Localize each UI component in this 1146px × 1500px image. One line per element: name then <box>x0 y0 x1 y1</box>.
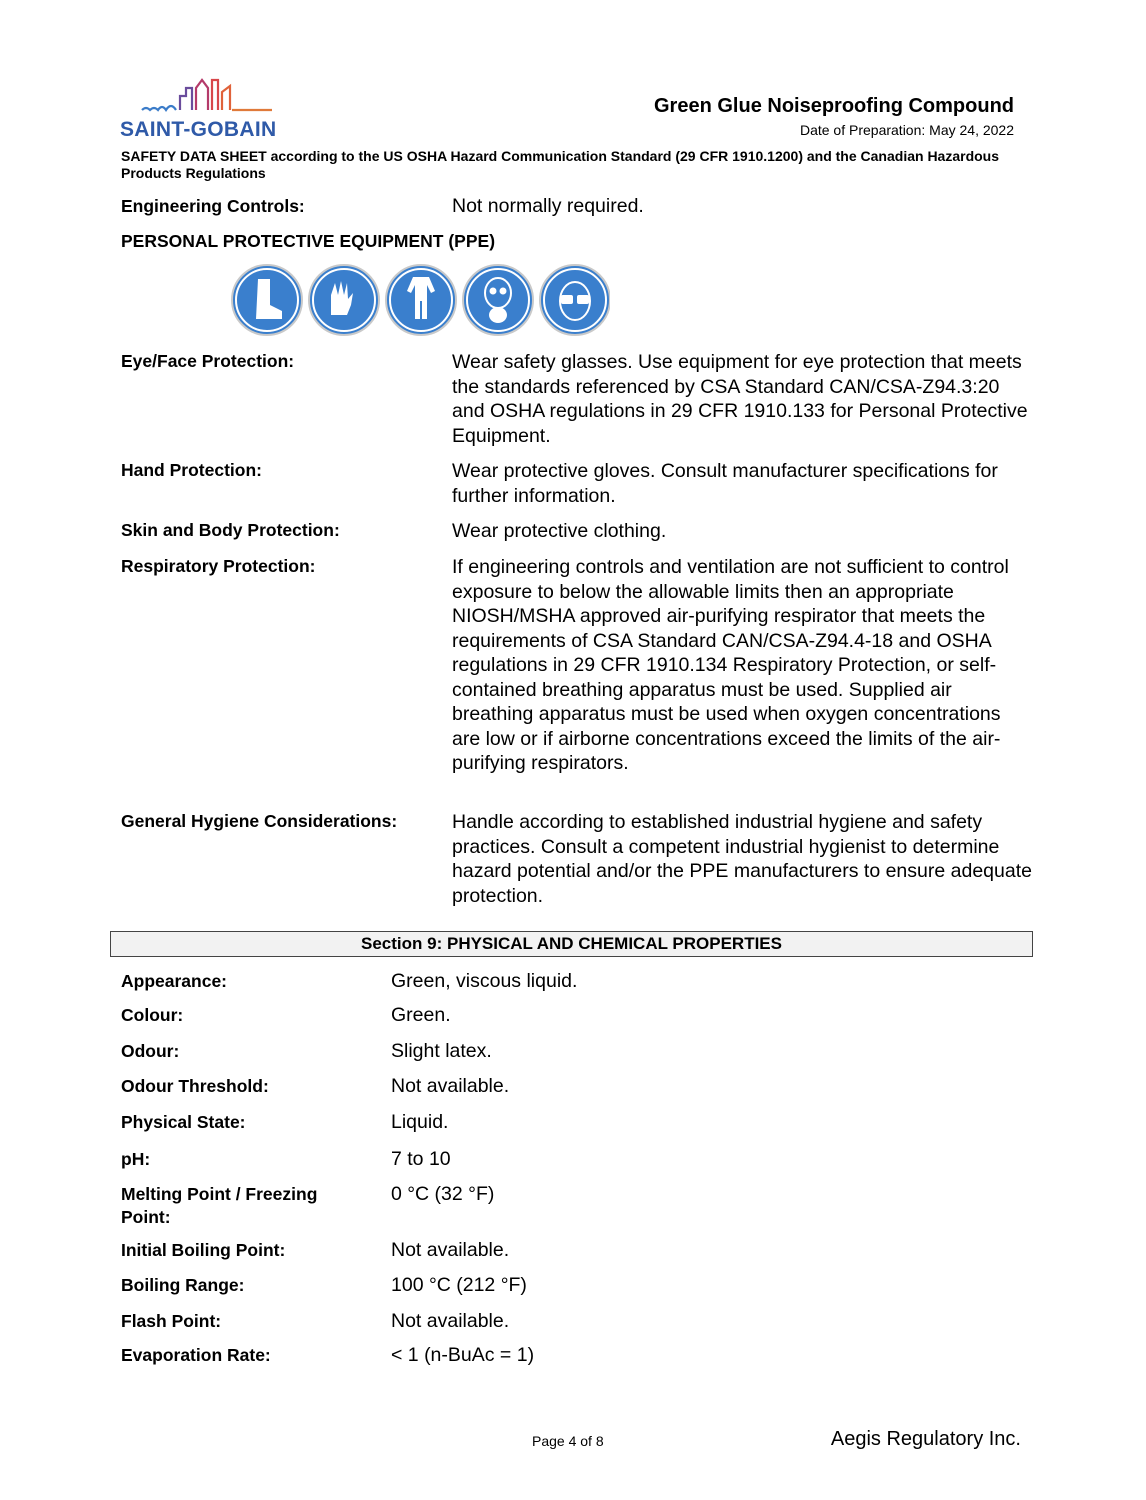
property-label: Odour: <box>121 1041 180 1061</box>
company-logo-text: SAINT-GOBAIN <box>120 118 277 141</box>
respirator-icon <box>463 265 533 335</box>
property-value: Not available. <box>391 1075 510 1097</box>
property-label: Melting Point / Freezing Point: <box>121 1184 318 1227</box>
property-label: Physical State: <box>121 1112 246 1132</box>
protective-clothing-icon <box>386 265 456 335</box>
hand-protection-label: Hand Protection: <box>121 460 262 480</box>
property-value: < 1 (n-BuAc = 1) <box>391 1344 535 1366</box>
property-label: Odour Threshold: <box>121 1076 269 1096</box>
product-name: Green Glue Noiseproofing Compound <box>654 95 1014 117</box>
safety-glasses-icon <box>540 265 610 335</box>
engineering-controls-value: Not normally required. <box>452 195 644 217</box>
ppe-heading: PERSONAL PROTECTIVE EQUIPMENT (PPE) <box>121 231 496 251</box>
sds-regulation-line: SAFETY DATA SHEET according to the US OSHA Hazard Communication Standard (29 CFR 1910.1200) and the Canadian Hazardous Products Regulations <box>121 148 1000 181</box>
property-value: Not available. <box>391 1239 510 1261</box>
property-value: 7 to 10 <box>391 1148 451 1170</box>
property-label: Flash Point: <box>121 1311 222 1331</box>
property-value: 100 °C (212 °F) <box>391 1274 527 1296</box>
preparation-date: Date of Preparation: May 24, 2022 <box>799 122 1014 138</box>
eye-face-protection-value: Wear safety glasses. Use equipment for eye protection that meets the standards referenced by CSA Standard CAN/CSA-Z94.3:20 and OSHA regulations in 29 CFR 1910.133 for Personal Protective Equipment. <box>452 351 1028 447</box>
property-value: Liquid. <box>391 1111 449 1133</box>
general-hygiene-label: General Hygiene Considerations: <box>121 811 398 831</box>
protective-gloves-icon <box>309 265 379 335</box>
section-9-heading: Section 9: PHYSICAL AND CHEMICAL PROPERTIES <box>110 931 1033 957</box>
ppe-icon-strip <box>230 263 610 337</box>
property-value: Slight latex. <box>391 1040 492 1062</box>
hand-protection-value: Wear protective gloves. Consult manufacturer specifications for further information. <box>452 460 998 507</box>
skin-body-protection-label: Skin and Body Protection: <box>121 520 340 540</box>
property-value: 0 °C (32 °F) <box>391 1183 495 1205</box>
property-label: pH: <box>121 1149 151 1169</box>
property-value: Green. <box>391 1004 451 1026</box>
safety-boots-icon <box>232 265 302 335</box>
skin-body-protection-value: Wear protective clothing. <box>452 520 667 542</box>
property-value: Not available. <box>391 1310 510 1332</box>
page-number: Page 4 of 8 <box>532 1433 604 1449</box>
property-label: Initial Boiling Point: <box>121 1240 286 1260</box>
property-label: Appearance: <box>121 971 228 991</box>
engineering-controls-label: Engineering Controls: <box>121 196 305 216</box>
general-hygiene-value: Handle according to established industrial hygiene and safety practices. Consult a competent industrial hygienist to determine hazard potential and/or the PPE manufacturers to ensure adequate protection. <box>452 811 1032 907</box>
property-label: Boiling Range: <box>121 1275 245 1295</box>
property-label: Evaporation Rate: <box>121 1345 271 1365</box>
footer-company: Aegis Regulatory Inc. <box>830 1428 1021 1450</box>
eye-face-protection-label: Eye/Face Protection: <box>121 351 295 371</box>
property-value: Green, viscous liquid. <box>391 970 578 992</box>
respiratory-protection-label: Respiratory Protection: <box>121 556 316 576</box>
property-label: Colour: <box>121 1005 184 1025</box>
respiratory-protection-value: If engineering controls and ventilation are not sufficient to control exposure to below the allowable limits then an appropriate NIOSH/MSHA approved air-purifying respirator that meets the requirements of CSA Standard CAN/CSA-Z94.4-18 and OSHA regulations in 29 CFR 1910.134 Respiratory Protection, or self-contained breathing apparatus must be used. Supplied air breathing apparatus must be used when oxygen concentrations are low or if airborne concentrations exceed the limits of the air-purifying respirators. <box>452 556 1009 774</box>
